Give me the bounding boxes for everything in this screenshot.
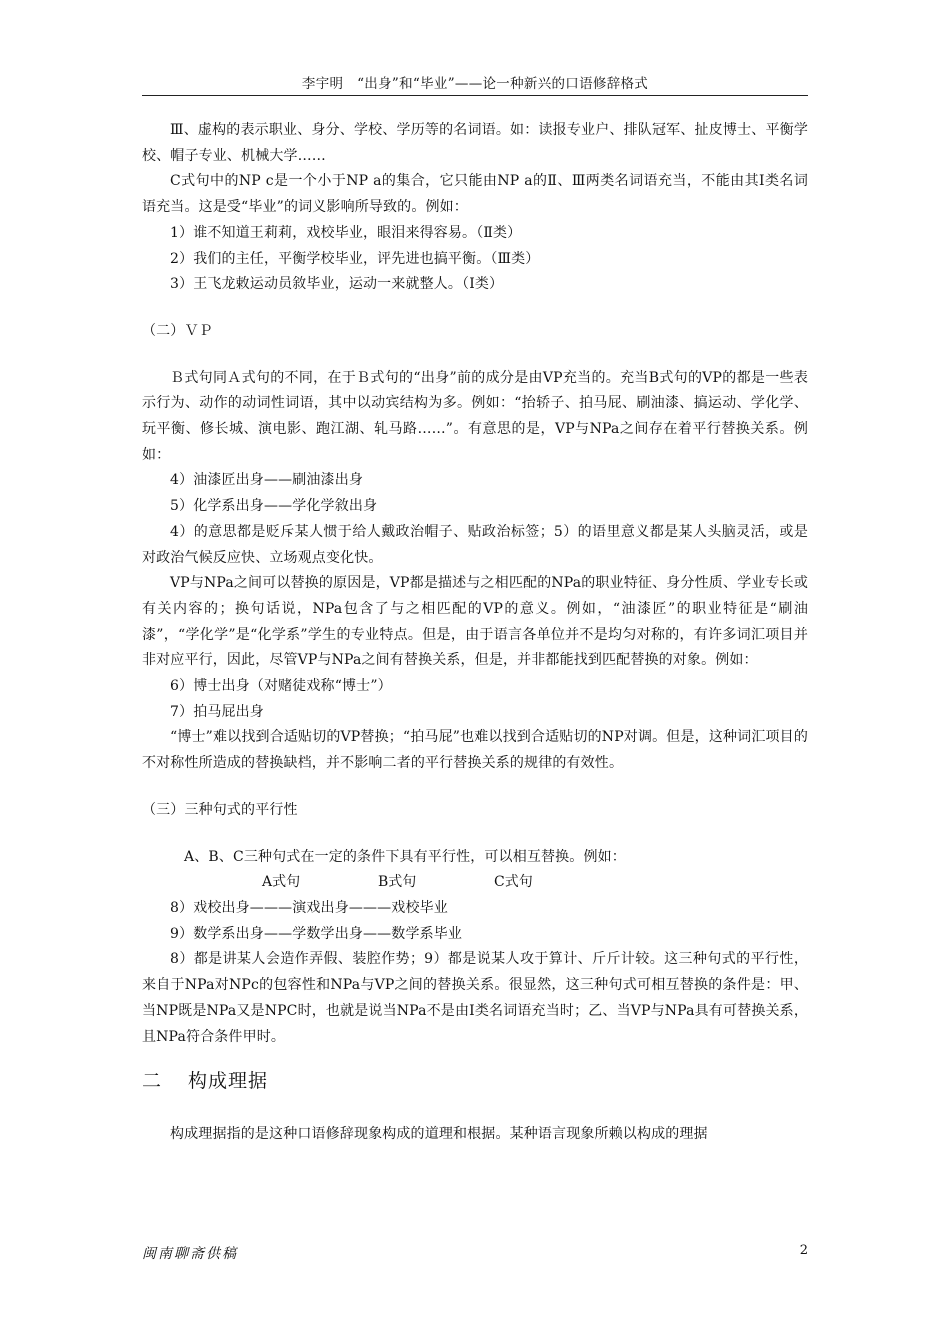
paragraph: Ｂ式句同Ａ式句的不同，在于Ｂ式句的“出身”前的成分是由VP充当的。充当B式句的VP的都是一些表示行为、动作的动词性词语，其中以动宾结构为多。例如：“抬轿子、拍马屁、刷油漆、搞运动、学化学、玩平衡、修长城、演电影、跑江湖、轧马路……”。有意思的是，VP与NPa之间存在着平行替换关系。例如： [142,369,808,463]
paragraph: 构成理据指的是这种口语修辞现象构成的道理和根据。某种语言现象所赖以构成的理据 [170,1126,708,1143]
example-9: 9）数学系出身——学数学出身——数学系毕业 [170,925,463,942]
subsection-heading-parallel: （三）三种句式的平行性 [142,801,298,818]
page-body [142,118,808,1148]
page-number: 2 [799,1243,808,1258]
example-6: 6）博士出身（对赌徒戏称“博士”） [170,678,392,695]
example-2: 2）我们的主任，平衡学校毕业，评先进也搞平衡。（Ⅲ类） [170,250,540,267]
example-5: 5）化学系出身——学化学敘出身 [170,498,378,515]
column-label-b: B式句 [378,874,417,891]
column-label-a: A式句 [262,874,301,891]
header-rule [142,95,808,96]
section-heading [142,1066,808,1096]
paragraph: 8）都是讲某人会造作弄假、装腔作势；9）都是说某人攻于算计、斤斤计较。这三种句式的平行性，来自于NPa对NPc的包容性和NPa与VP之间的替换关系。很显然，这三种句式可相互替换的条件是：甲、当NP既是NPa又是NPC时，也就是说当NPa不是由Ⅰ类名词语充当时；乙、当VP与NPa具有可替换关系，且NPa符合条件甲时。 [142,951,808,1045]
column-label-c: C式句 [494,874,533,891]
paragraph: C式句中的NP c是一个小于NP a的集合，它只能由NP a的Ⅱ、Ⅲ两类名词语充当，不能由其Ⅰ类名词语充当。这是受“毕业”的词义影响所导致的。例如： [142,173,808,216]
subsection-heading-vp: （二）ＶＰ [142,322,213,339]
section-number: 二 [142,1070,163,1093]
running-header: 李宇明 “出身”和“毕业”——论一种新兴的口语修辞格式 [301,76,649,92]
paragraph: A、B、C三种句式在一定的条件下具有平行性，可以相互替换。例如： [184,848,626,865]
example-1: 1）谁不知道王莉莉，戏校毕业，眼泪来得容易。（Ⅱ类） [170,224,522,241]
example-7: 7）拍马屁出身 [170,703,264,720]
example-3: 3）王飞龙敕运动员敘毕业，运动一来就整人。（Ⅰ类） [170,276,504,293]
paragraph: VP与NPa之间可以替换的原因是，VP都是描述与之相匹配的NPa的职业特征、身分性质、学业专长或有关内容的；换句话说，NPa包含了与之相匹配的VP的意义。例如，“油漆匠”的职业特征是“刷油漆”，“学化学”是“化学系”学生的专业特点。但是，由于语言各单位并不是均匀对称的，有许多词汇项目并非对应平行，因此，尽管VP与NPa之间有替换关系，但是，并非都能找到匹配替换的对象。例如： [142,575,808,669]
section-title: 构成理据 [188,1070,269,1093]
paragraph: “博士”难以找到合适贴切的VP替换；“拍马屁”也难以找到合适贴切的NP对调。但是，这种词汇项目的不对称性所造成的替换缺档，并不影响二者的平行替换关系的规律的有效性。 [142,729,808,772]
example-8: 8）戏校出身———演戏出身———戏校毕业 [170,899,448,916]
footer-source: 闽南聊斋供稿 [142,1246,238,1262]
paragraph: Ⅲ、虚构的表示职业、身分、学校、学历等的名词语。如：读报专业户、排队冠军、扯皮博士、平衡学校、帽子专业、机械大学…… [142,122,808,164]
paragraph: 4）的意思都是贬斥某人惯于给人戴政治帽子、贴政治标签；5）的语里意义都是某人头脑灵活，或是对政治气候反应快、立场观点变化快。 [142,523,808,566]
example-4: 4）油漆匠出身——刷油漆出身 [170,472,364,489]
pattern-column-labels [142,870,808,896]
